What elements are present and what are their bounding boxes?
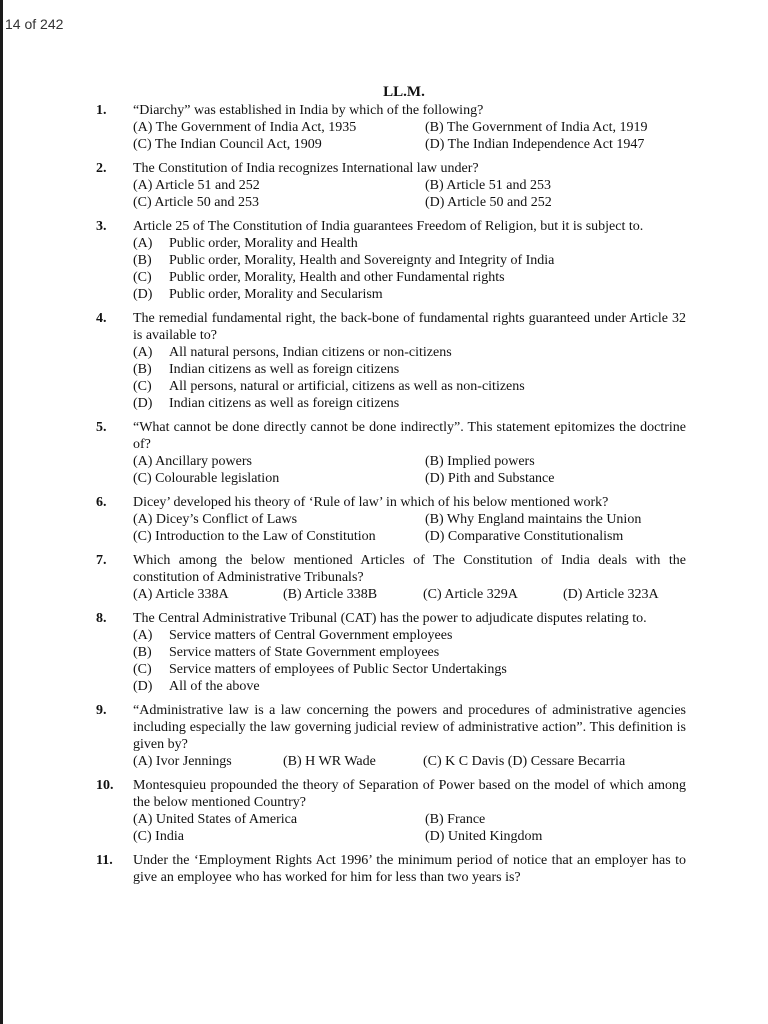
option-text: Public order, Morality and Health: [169, 236, 358, 251]
question-3: [96, 218, 686, 303]
page-left-edge: [0, 0, 3, 1024]
option-d: (D) Comparative Constitutionalism: [425, 529, 624, 544]
option-a: [133, 344, 686, 361]
option-a: [133, 627, 686, 644]
options-grid: [133, 511, 686, 545]
question-5: [96, 419, 686, 487]
option-text: All persons, natural or artificial, citizens as well as non-citizens: [169, 379, 525, 394]
option-a: (A) United States of America: [133, 812, 298, 827]
option-c: (C) Article 329A: [423, 587, 518, 602]
question-text: “What cannot be done directly cannot be done indirectly”. This statement epitomizes the doctrine of?: [133, 420, 686, 452]
option-c: [133, 378, 686, 395]
option-b: (B) The Government of India Act, 1919: [425, 120, 648, 135]
option-a: (A) Dicey’s Conflict of Laws: [133, 512, 298, 527]
question-6: [96, 494, 686, 545]
question-text: The Constitution of India recognizes International law under?: [133, 161, 479, 176]
option-b: (B) Article 338B: [283, 587, 378, 602]
question-11: [96, 852, 686, 886]
question-10: [96, 777, 686, 845]
option-letter: (D): [133, 396, 153, 411]
option-c: (C) Introduction to the Law of Constitution: [133, 529, 376, 544]
option-text: Public order, Morality, Health and other Fundamental rights: [169, 270, 505, 285]
question-text: The remedial fundamental right, the back-bone of fundamental rights guaranteed under Article 32 is available to?: [133, 311, 686, 343]
option-a: (A) The Government of India Act, 1935: [133, 120, 357, 135]
option-c: [133, 661, 686, 678]
option-c: (C) The Indian Council Act, 1909: [133, 137, 322, 152]
question-number: 1.: [96, 103, 107, 118]
option-text: All natural persons, Indian citizens or non-citizens: [169, 345, 452, 360]
option-letter: (A): [133, 628, 153, 643]
option-a: (A) Ivor Jennings: [133, 754, 232, 769]
options-grid: [133, 119, 686, 153]
option-b: (B) France: [425, 812, 486, 827]
question-text: Montesquieu propounded the theory of Separation of Power based on the model of which among the below mentioned Country?: [133, 778, 686, 810]
option-d: (D) United Kingdom: [425, 829, 543, 844]
option-letter: (A): [133, 345, 153, 360]
option-letter: (C): [133, 662, 152, 677]
options-grid: [133, 177, 686, 211]
option-d: (D) Article 323A: [563, 587, 659, 602]
option-b: (B) Why England maintains the Union: [425, 512, 642, 527]
option-c-d: (C) K C Davis (D) Cessare Becarria: [423, 754, 626, 769]
option-text: Service matters of State Government employees: [169, 645, 440, 660]
option-d: (D) Article 50 and 252: [425, 195, 552, 210]
question-number: 5.: [96, 420, 107, 435]
option-text: Indian citizens as well as foreign citizens: [169, 396, 400, 411]
question-text: Dicey’ developed his theory of ‘Rule of law’ in which of his below mentioned work?: [133, 495, 609, 510]
option-a: (A) Ancillary powers: [133, 454, 252, 469]
question-7: [96, 552, 686, 603]
document-title: LL.M.: [383, 84, 425, 100]
option-b: (B) Implied powers: [425, 454, 535, 469]
option-b: [133, 361, 686, 378]
question-1: [96, 102, 686, 153]
question-4: [96, 310, 686, 412]
question-number: 2.: [96, 161, 107, 176]
question-number: 8.: [96, 611, 107, 626]
option-d: [133, 678, 686, 695]
option-text: Public order, Morality and Secularism: [169, 287, 383, 302]
option-letter: (B): [133, 645, 152, 660]
question-text: Under the ‘Employment Rights Act 1996’ the minimum period of notice that an employer has to give an employee who has worked for him for less than two years is?: [133, 853, 686, 885]
option-text: All of the above: [169, 679, 260, 694]
option-text: Service matters of employees of Public Sector Undertakings: [169, 662, 507, 677]
question-list: [96, 102, 686, 893]
option-c: (C) Article 50 and 253: [133, 195, 259, 210]
question-number: 10.: [96, 778, 114, 793]
question-text: The Central Administrative Tribunal (CAT) has the power to adjudicate disputes relating to.: [133, 611, 647, 626]
option-d: (D) Pith and Substance: [425, 471, 555, 486]
option-c: (C) India: [133, 829, 184, 844]
question-9: [96, 702, 686, 770]
option-letter: (B): [133, 253, 152, 268]
question-text: Which among the below mentioned Articles of The Constitution of India deals with the constitution of Administrative Tribunals?: [133, 553, 686, 585]
question-2: [96, 160, 686, 211]
option-a: (A) Article 338A: [133, 587, 229, 602]
option-d: (D) The Indian Independence Act 1947: [425, 137, 645, 152]
options-grid: [133, 811, 686, 845]
question-text: “Diarchy” was established in India by which of the following?: [133, 103, 484, 118]
page-counter: 14 of 242: [5, 16, 64, 32]
option-letter: (D): [133, 679, 153, 694]
option-text: Service matters of Central Government employees: [169, 628, 453, 643]
question-text: Article 25 of The Constitution of India guarantees Freedom of Religion, but it is subject to.: [133, 219, 644, 234]
option-letter: (D): [133, 287, 153, 302]
question-number: 6.: [96, 495, 107, 510]
option-a: (A) Article 51 and 252: [133, 178, 260, 193]
option-letter: (C): [133, 270, 152, 285]
question-number: 9.: [96, 703, 107, 718]
option-d: [133, 286, 686, 303]
option-b: (B) Article 51 and 253: [425, 178, 551, 193]
option-letter: (A): [133, 236, 153, 251]
option-text: Public order, Morality, Health and Sovereignty and Integrity of India: [169, 253, 555, 268]
question-8: [96, 610, 686, 695]
question-number: 11.: [96, 853, 113, 868]
option-letter: (C): [133, 379, 152, 394]
question-text: “Administrative law is a law concerning the powers and procedures of administrative agencies including especially the law governing judicial review of administrative action”. This definition is given by?: [133, 703, 686, 752]
option-text: Indian citizens as well as foreign citizens: [169, 362, 400, 377]
option-d: [133, 395, 686, 412]
question-number: 4.: [96, 311, 107, 326]
option-b: [133, 252, 686, 269]
option-c: [133, 269, 686, 286]
question-number: 7.: [96, 553, 107, 568]
options-row: [133, 753, 686, 770]
option-a: [133, 235, 686, 252]
option-c: (C) Colourable legislation: [133, 471, 280, 486]
options-row: [133, 586, 686, 603]
option-letter: (B): [133, 362, 152, 377]
option-b: (B) H WR Wade: [283, 754, 376, 769]
question-number: 3.: [96, 219, 107, 234]
option-b: [133, 644, 686, 661]
options-grid: [133, 453, 686, 487]
